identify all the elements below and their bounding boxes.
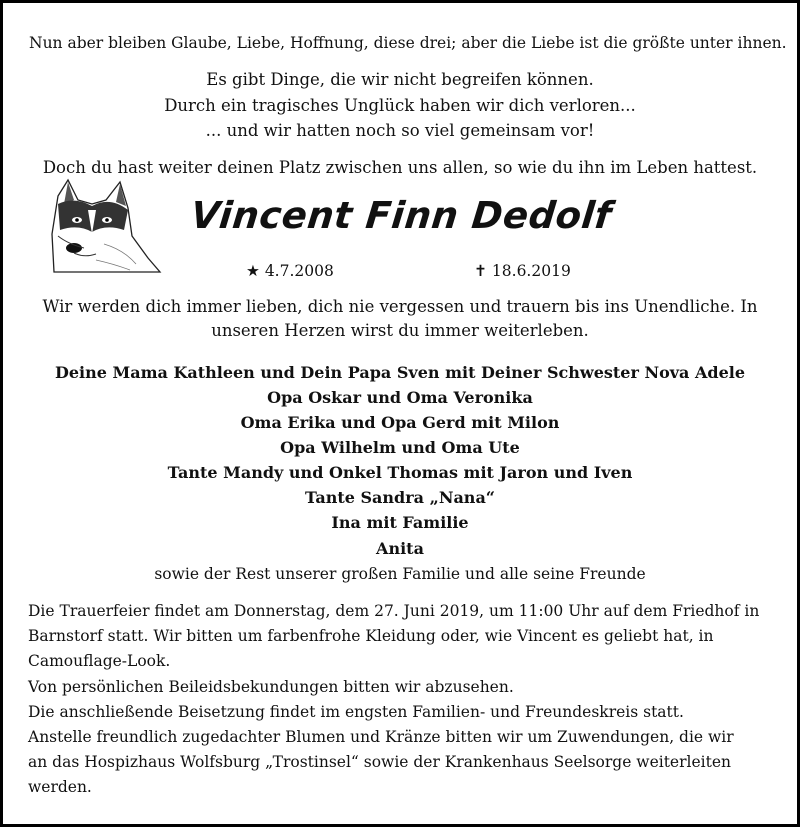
poem-line-3: ... und wir hatten noch so viel gemeinsam vor!: [205, 121, 595, 140]
notice-line-5: Die anschließende Beisetzung findet im engsten Familien- und Freundeskreis statt.: [28, 703, 684, 721]
notice-line-1: Die Trauerfeier findet am Donnerstag, dem 27. Juni 2019, um 11:00 Uhr auf dem Friedhof in: [28, 602, 760, 620]
poem-line-2: Durch ein tragisches Unglück haben wir dich verloren...: [164, 96, 636, 115]
family-rest: sowie der Rest unserer großen Familie und alle seine Freunde: [154, 565, 646, 583]
deceased-name: Vincent Finn Dedolf: [188, 194, 614, 237]
notice-line-6: Anstelle freundlich zugedachter Blumen und Kränze bitten wir um Zuwendungen, die wir: [28, 728, 734, 746]
death-date: ✝ 18.6.2019: [474, 262, 571, 280]
love-line-1: Wir werden dich immer lieben, dich nie vergessen und trauern bis ins Unendliche. In: [42, 297, 758, 316]
family-line-1: Deine Mama Kathleen und Dein Papa Sven mit Deiner Schwester Nova Adele: [54, 363, 746, 382]
family-line-3: Oma Erika und Opa Gerd mit Milon: [240, 413, 560, 432]
opening-quote: Nun aber bleiben Glaube, Liebe, Hoffnung, diese drei; aber die Liebe ist die größte unter ihnen.: [29, 34, 787, 52]
family-line-7: Ina mit Familie: [331, 513, 469, 532]
place-line: Doch du hast weiter deinen Platz zwischen uns allen, so wie du ihn im Leben hattest.: [42, 158, 758, 177]
notice-line-7: an das Hospizhaus Wolfsburg „Trostinsel“ sowie der Krankenhaus Seelsorge weiterleiten: [28, 753, 731, 771]
birth-date: ★ 4.7.2008: [246, 262, 334, 280]
family-line-5: Tante Mandy und Onkel Thomas mit Jaron und Iven: [167, 463, 633, 482]
notice-line-4: Von persönlichen Beileidsbekundungen bitten wir abzusehen.: [28, 678, 514, 696]
family-line-4: Opa Wilhelm und Oma Ute: [280, 438, 520, 457]
poem-line-1: Es gibt Dinge, die wir nicht begreifen können.: [206, 70, 594, 89]
notice-line-2: Barnstorf statt. Wir bitten um farbenfrohe Kleidung oder, wie Vincent es geliebt hat, in: [28, 627, 714, 645]
notice-line-3: Camouflage-Look.: [28, 652, 171, 670]
family-line-6: Tante Sandra „Nana“: [304, 488, 496, 507]
family-line-2: Opa Oskar und Oma Veronika: [267, 388, 533, 407]
love-line-2: unseren Herzen wirst du immer weiterleben.: [211, 321, 589, 340]
notice-line-8: werden.: [28, 778, 92, 796]
husky-dog-icon: [44, 174, 162, 274]
family-line-8: Anita: [376, 539, 424, 558]
